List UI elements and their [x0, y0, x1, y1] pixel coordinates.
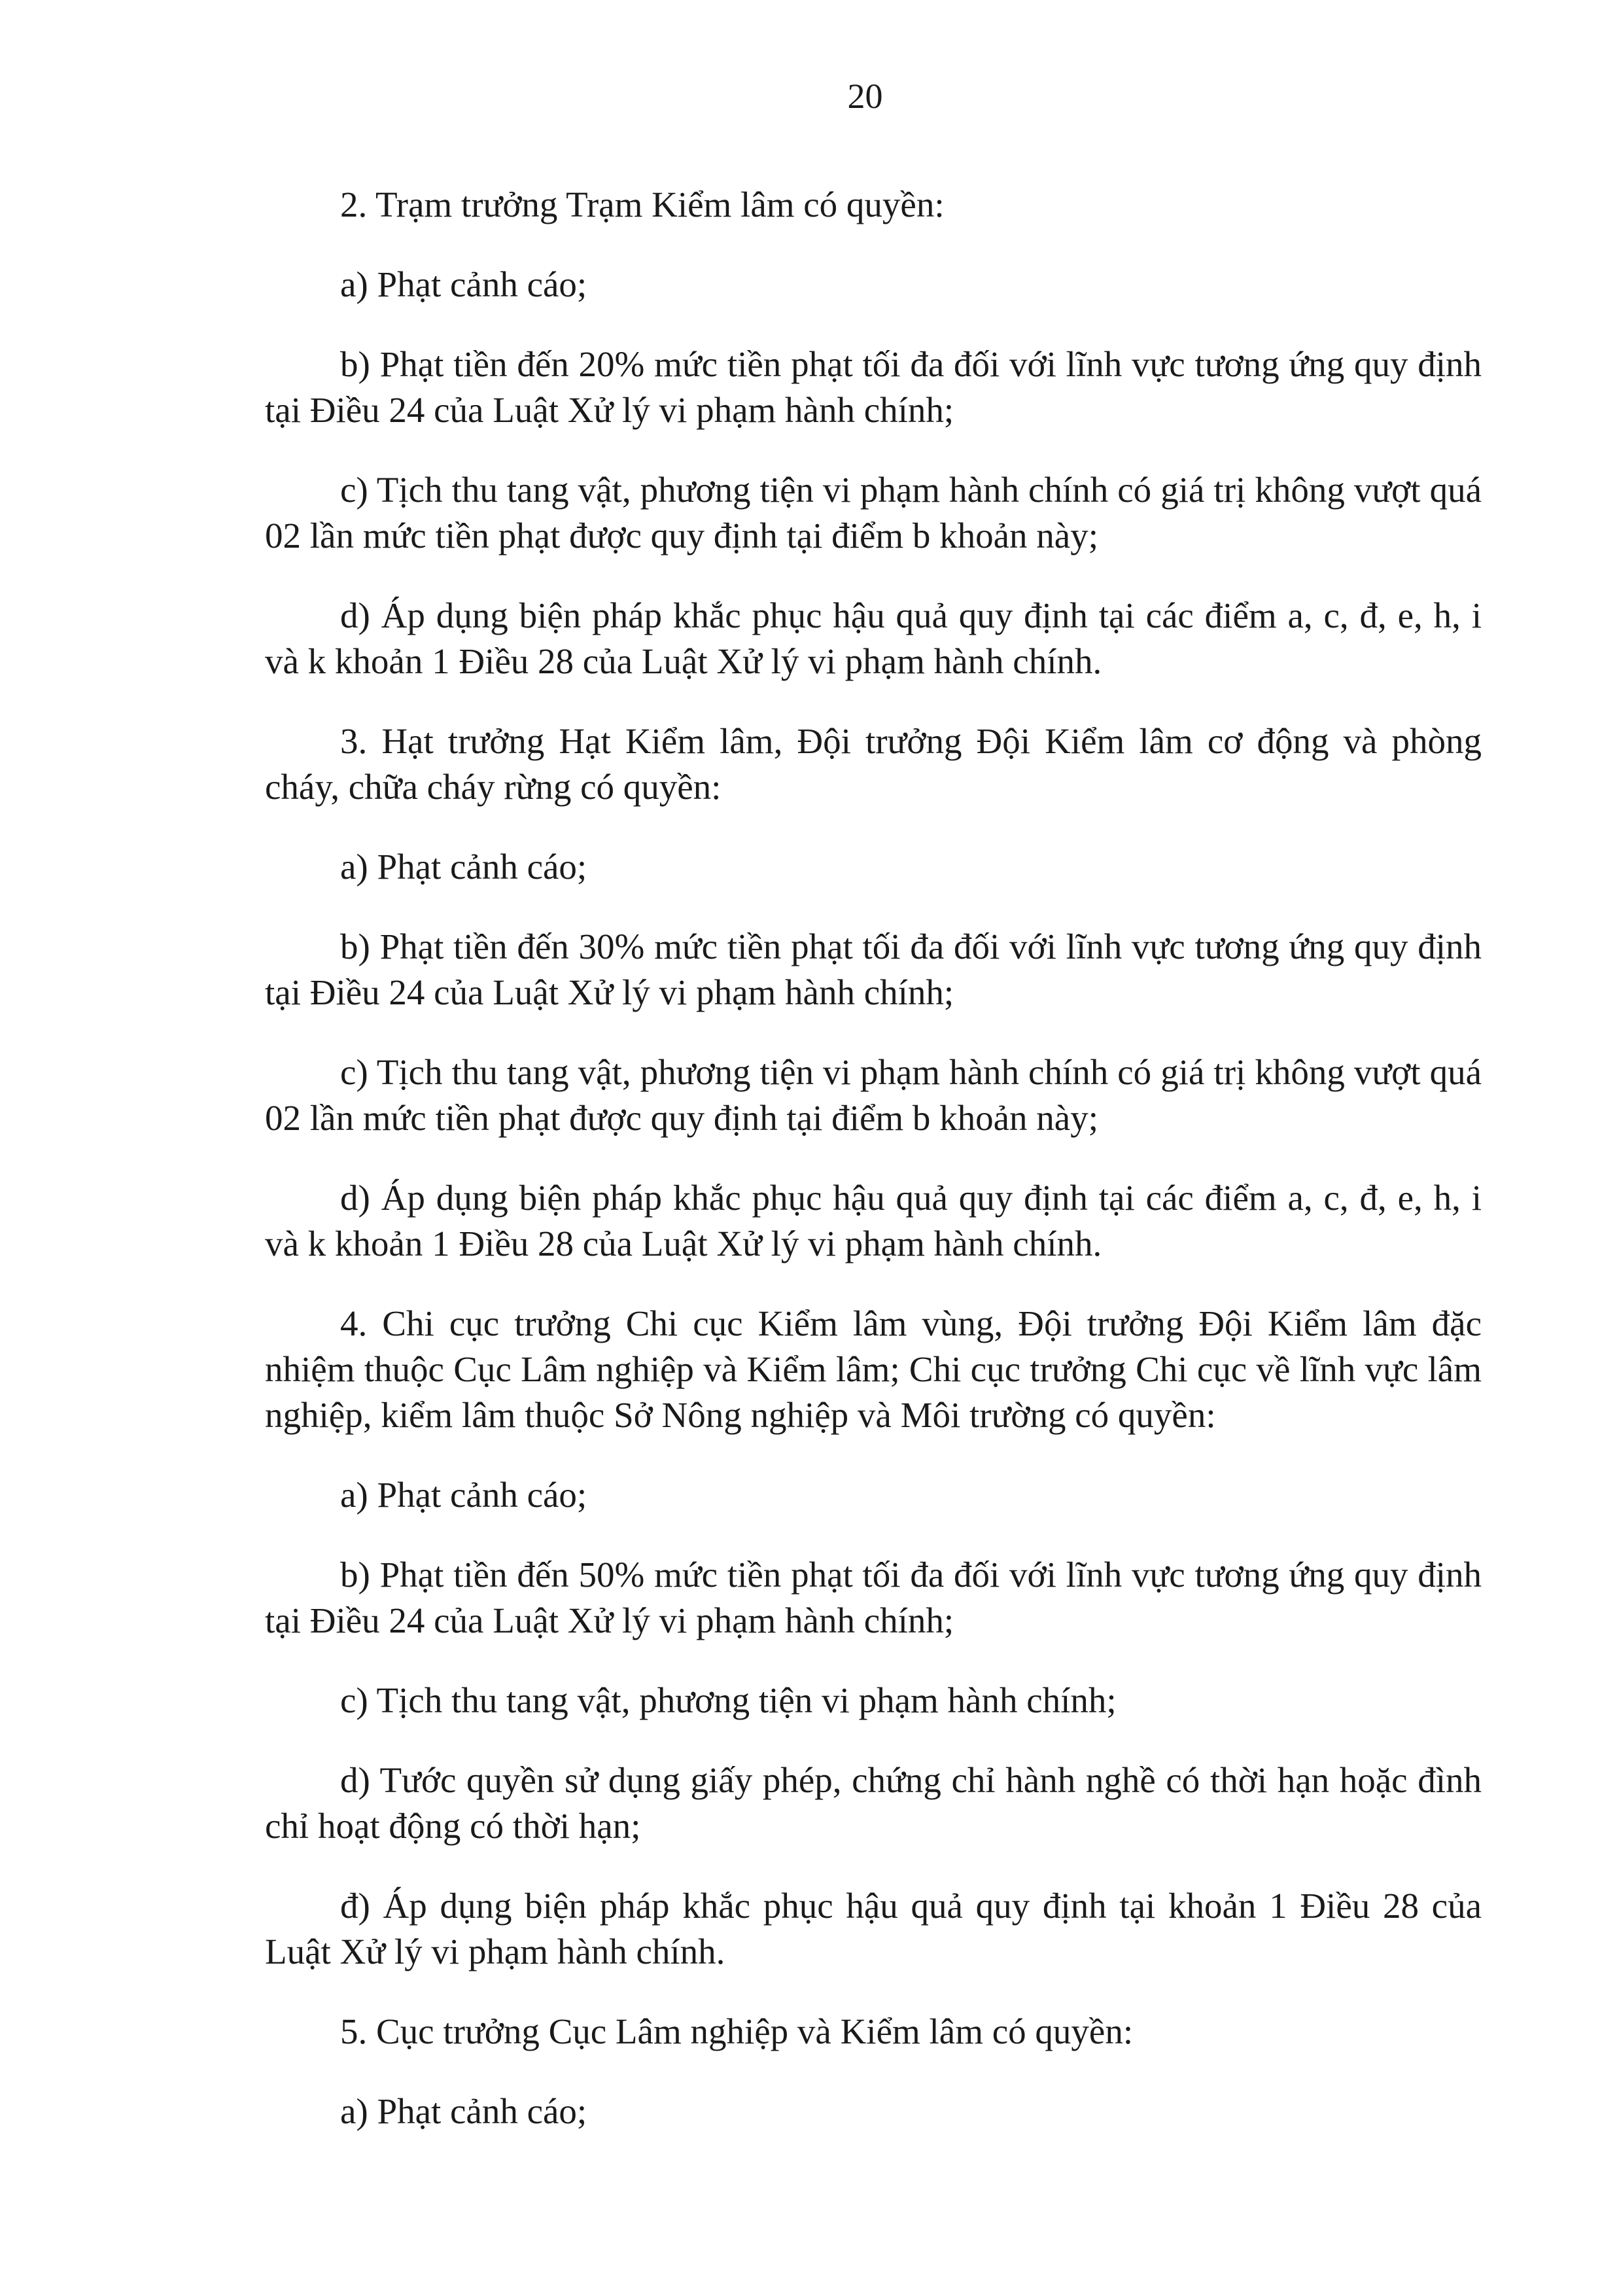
clause-3-item-c: c) Tịch thu tang vật, phương tiện vi phạm hành chính có giá trị không vượt quá 02 lần mức tiền phạt được quy định tại điểm b khoản này;: [265, 1052, 1482, 1138]
clause-3-heading: 3. Hạt trưởng Hạt Kiểm lâm, Đội trưởng Đội Kiểm lâm cơ động và phòng cháy, chữa cháy rừng có quyền:: [265, 721, 1482, 807]
clause-3-item-d: d) Áp dụng biện pháp khắc phục hậu quả quy định tại các điểm a, c, đ, e, h, i và k khoản 1 Điều 28 của Luật Xử lý vi phạm hành chính.: [265, 1178, 1482, 1263]
clause-4-item-d: d) Tước quyền sử dụng giấy phép, chứng chỉ hành nghề có thời hạn hoặc đình chỉ hoạt động có thời hạn;: [265, 1760, 1482, 1846]
clause-5-heading: 5. Cục trưởng Cục Lâm nghiệp và Kiểm lâm có quyền:: [340, 2011, 1134, 2051]
clause-4-item-a: a) Phạt cảnh cáo;: [340, 1475, 587, 1515]
clause-2-item-c: c) Tịch thu tang vật, phương tiện vi phạm hành chính có giá trị không vượt quá 02 lần mức tiền phạt được quy định tại điểm b khoản này;: [265, 470, 1482, 556]
clause-3-item-b: b) Phạt tiền đến 30% mức tiền phạt tối đa đối với lĩnh vực tương ứng quy định tại Điều 24 của Luật Xử lý vi phạm hành chính;: [265, 927, 1482, 1012]
page-number: 20: [847, 77, 883, 116]
clause-4-item-dd: đ) Áp dụng biện pháp khắc phục hậu quả quy định tại khoản 1 Điều 28 của Luật Xử lý vi phạm hành chính.: [265, 1886, 1482, 1971]
clause-4-heading: 4. Chi cục trưởng Chi cục Kiểm lâm vùng, Đội trưởng Đội Kiểm lâm đặc nhiệm thuộc Cục Lâm nghiệp và Kiểm lâm; Chi cục trưởng Chi cục về lĩnh vực lâm nghiệp, kiểm lâm thuộc Sở Nông nghiệp và Môi trường có quyền:: [265, 1303, 1482, 1435]
clause-4-item-c: c) Tịch thu tang vật, phương tiện vi phạm hành chính;: [340, 1680, 1117, 1720]
clause-4-item-b: b) Phạt tiền đến 50% mức tiền phạt tối đa đối với lĩnh vực tương ứng quy định tại Điều 24 của Luật Xử lý vi phạm hành chính;: [265, 1555, 1482, 1640]
clause-2-heading: 2. Trạm trưởng Trạm Kiểm lâm có quyền:: [340, 185, 945, 224]
clause-3-item-a: a) Phạt cảnh cáo;: [340, 847, 587, 887]
clause-2-item-a: a) Phạt cảnh cáo;: [340, 264, 587, 304]
clause-5-item-a: a) Phạt cảnh cáo;: [340, 2091, 587, 2131]
clause-2-item-b: b) Phạt tiền đến 20% mức tiền phạt tối đa đối với lĩnh vực tương ứng quy định tại Điều 24 của Luật Xử lý vi phạm hành chính;: [265, 344, 1482, 430]
document-body: [265, 182, 1482, 2168]
clause-2-item-d: d) Áp dụng biện pháp khắc phục hậu quả quy định tại các điểm a, c, đ, e, h, i và k khoản 1 Điều 28 của Luật Xử lý vi phạm hành chính.: [265, 595, 1482, 681]
